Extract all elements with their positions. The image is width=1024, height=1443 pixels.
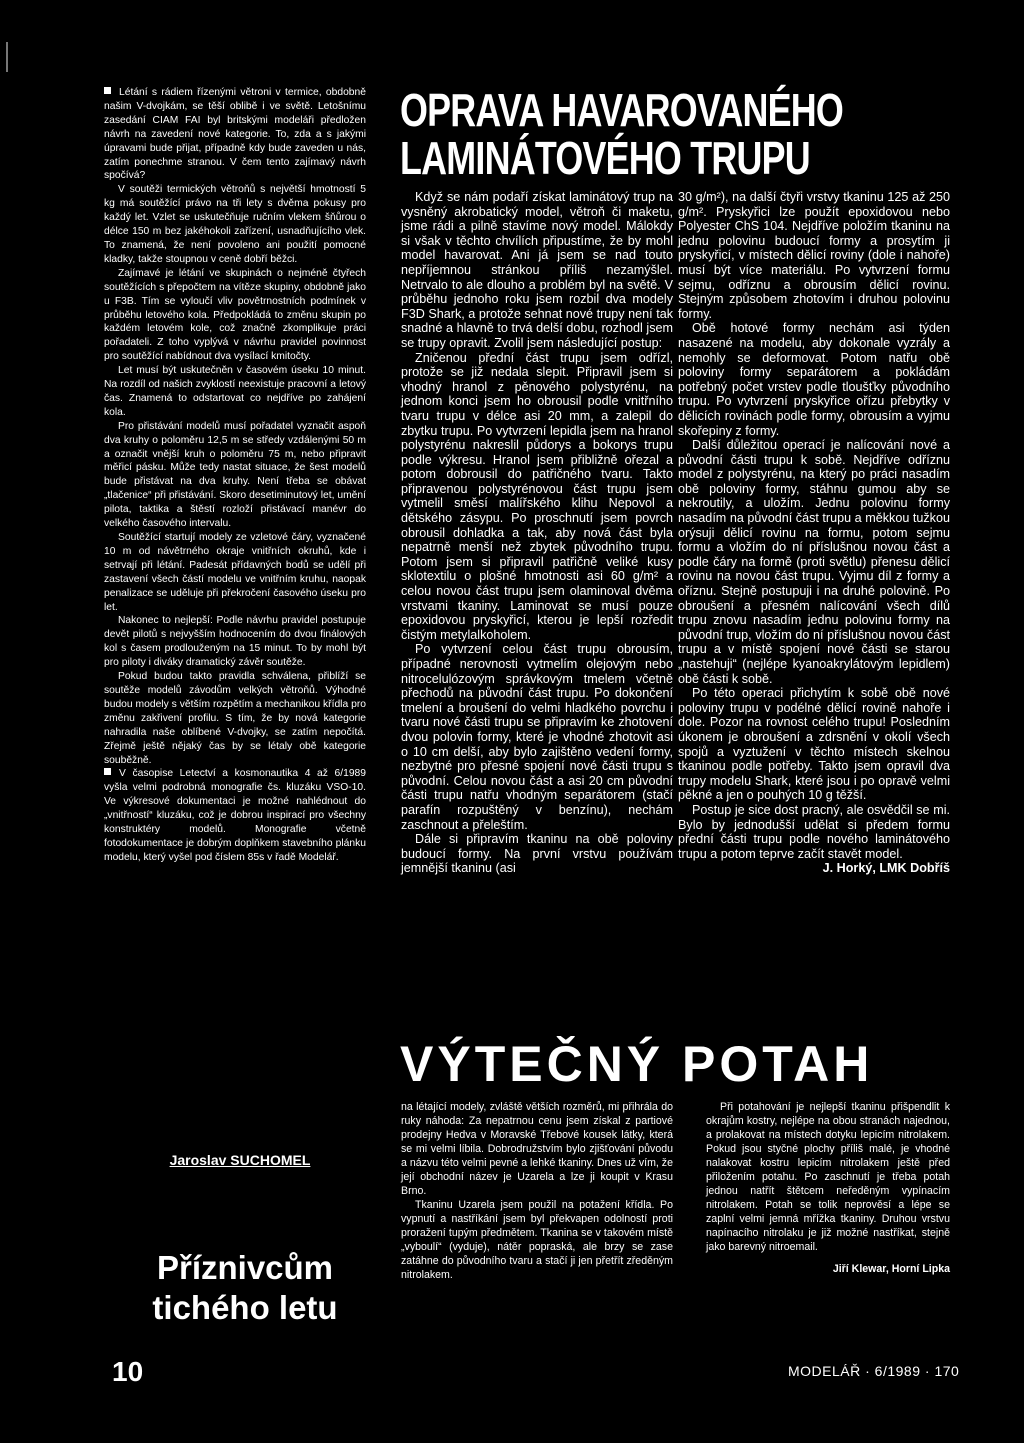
article1-title xyxy=(400,84,844,184)
article2-column-2 xyxy=(706,1100,950,1276)
article1-title-line1: OPRAVA HAVAROVANÉHO xyxy=(400,84,844,136)
left-column xyxy=(104,86,366,865)
article2-title: VÝTEČNÝ POTAH xyxy=(400,1036,874,1092)
article1-column-2 xyxy=(678,190,950,876)
left-author: Jaroslav SUCHOMEL xyxy=(169,1152,311,1168)
article2-paragraph: Při potahování je nejlepší tkaninu přišpendlit k okrajům kostry, nejlépe na obou stranách najednou, a prolakovat na místech dotyku lepicím nitrolakem. Pokud jsou styčné plochy příliš malé, je vhodné nalakovat kostru lepicím nitrolakem ještě před přiložením potahu. Po zaschnutí je třeba potah jednou natřít štětcem neředěným vypínacím nitrolakem. Potah se tolik neprověsí a lépe se zaplní velmi jemná mřížka tkaniny. Druhou vrstvu napínacího nitrolaku je již možné nastříkat, stejně jako barevný nitroemail. xyxy=(706,1101,950,1253)
article1-paragraph: Dále si připravím tkaninu na obě poloviny budoucí formy. Na první vrstvu používám jemnější tkaninu (asi xyxy=(401,832,673,876)
article2-paragraph: na létající modely, zvláště větších rozměrů, mi přihrála do ruky náhoda: Za nepatrnou cenu jsem získal z partiové prodejny Hedva v Moravské Třebové kousek látky, která se mi velmi líbila. Dobrodružstvím bylo zjišťování původu a názvu této velmi pevné a lehké tkaniny. Dnes už vím, že její obchodní název je Uzarela a lze ji koupit v Krasu Brno. xyxy=(401,1101,673,1197)
article2-paragraph: Tkaninu Uzarela jsem použil na potažení křídla. Po vypnutí a nastříkání jsem byl překvapen odolností proti proražení tupým předmětem. Tkanina se v takovém místě „vyboulí“ (vyduje), nátěr popraská, ale brzy se zase zatáhne do původního tvaru a stačí ji jen přetřít zředěným nitrolakem. xyxy=(401,1199,673,1281)
left-paragraph: V časopise Letectví a kosmonautika 4 až 6/1989 vyšla velmi podrobná monografie čs. kluzáku VSO-10. Ve výkresové dokumentaci je možné nahlédnout do „vnitřností“ kluzáku, což je dobrou inspirací pro všechny konstruktéry modelů. Monografie včetně fotodokumentace je dobrým doplňkem stavebního plánku modelu, který vyšel pod číslem 85s v řadě Modelář. xyxy=(104,768,366,863)
square-bullet-icon xyxy=(104,768,111,775)
left-paragraph: Pro přistávání modelů musí pořadatel vyznačit aspoň dva kruhy o poloměru 12,5 m se středy vzdálenými 50 m a označit vnější kruh o poloměru 75 m, nebo připravit měřicí pásku. Může tedy nastat situace, že šest modelů bude přistávat na dva kruhy. Není třeba se obávat „tlačenice“ při přistávání. Skoro desetiminutový let, umění pilota, taktika a štěstí rozloží přistávací manévr do velkého časového intervalu. xyxy=(104,420,366,530)
left-paragraph: Nakonec to nejlepší: Podle návrhu pravidel postupuje devět pilotů s nejvyšším hodnocením do dvou finálových kol s časem prodlouženým na 15 minut. To by mohl být pro piloty i diváky dramatický závěr soutěže. xyxy=(104,615,366,669)
article1-title-line2: LAMINÁTOVÉHO TRUPU xyxy=(400,132,810,184)
square-bullet-icon xyxy=(104,87,111,94)
sidebar-title: Příznivcům tichého letu xyxy=(152,1249,338,1326)
article1-paragraph: Po této operaci přichytím k sobě obě nové poloviny trupu v podélné dělicí rovině nahoře i dole. Pozor na rovnost celého trupu! Posledním úkonem je obroušení a zdrsnění v okolí všech spojů a vyztužení v těchto místech skelnou tkaninou podle potřeby. Takto jsem opravil dva trupy modelu Shark, které jsou i po opravě velmi pěkné a jen o pouhých 10 g těžší. xyxy=(678,686,950,803)
article1-paragraph: Zničenou přední část trupu jsem odřízl, protože se již nedala slepit. Připravil jsem si vhodný hranol z pěnového polystyrénu, na jednom konci jsem ho obrousil podle vnitřního tvaru trupu v délce asi 20 mm, a zalepil do zbytku trupu. Po vytvrzení lepidla jsem na hranol polystyrénu nakreslil půdorys a bokorys trupu podle výkresu. Hranol jsem přibližně ořezal a potom dobrousil do patřičného tvaru. Takto připravenou polystyrénovou část trupu jsem vytmelil směsí malířského klihu Nepovol a dětského zásypu. Po proschnutí jsem povrch obrousil dohladka a tak, aby nová část byla nepatrně menší než zbytek původního trupu. Potom jsem si připravil patřičně veliké kusy sklotextilu o plošné hmotnosti asi 60 g/m² a celou novou část trupu jsem olaminoval dvěma vrstvami tkaniny. Laminovat se musí pouze epoxidovou pryskyřicí, kterou je lepší rozředit čistým metylalkoholem. xyxy=(401,350,673,642)
left-paragraph: V soutěži termických větroňů s největší hmotností 5 kg má soutěžící právo na tři lety s dvěma pokusy pro každý let. Vzlet se uskutečňuje ručním vlekem šňůrou o délce 150 m bez jakéhokoli zařízení, usnadňujícího vlek. To znamená, že není povoleno ani použití pomocné kladky, takže stoupnou v ceně dobří běžci. xyxy=(104,184,366,265)
article1-paragraph: Po vytvrzení celou část trupu obrousím, případné nerovnosti vytmelím olejovým nebo nitrocelulózovým správkovým tmelem včetně přechodů na původní část trupu. Po dokončení tmelení a broušení do velmi hladkého povrchu i tvaru nové části trupu se připravím ke zhotovení dvou polovin formy, které je vhodné zhotovit asi o 10 cm delší, aby bylo zajištěno vedení formy, nezbytné pro přesné spojení nové části trupu s původní. Celou novou část a asi 20 cm původní části trupu natřu vhodným separátorem (stačí parafín rozpuštěný v benzínu), nechám zaschnout a přeleštím. xyxy=(401,642,673,832)
left-paragraph: Soutěžící startují modely ze vzletové čáry, vyznačené 10 m od návětrného okraje vnitřních okruhů, kde i setrvají při létání. Padesát přídavných bodů se udělí při zastavení všech částí modelu ve vnitřním kruhu, naopak penalizace se uděluje při překročení časového úseku pro let. xyxy=(104,532,366,613)
article1-author: J. Horký, LMK Dobříš xyxy=(822,861,950,876)
article2-column-1 xyxy=(401,1100,673,1282)
article1-paragraph: Obě hotové formy nechám asi týden nasazené na modelu, aby dokonale vyzrály a nemohly se deformovat. Potom natřu obě poloviny formy separátorem a pokládám potřebný počet vrstev podle tloušťky původního trupu. Po vytvrzení pryskyřice ořízu přebytky v dělicích rovinách podle formy, obrousím a vyjmu skořepiny z formy. xyxy=(678,321,950,438)
left-paragraph: Let musí být uskutečněn v časovém úseku 10 minut. Na rozdíl od našich zvyklostí neexistuje pracovní a letový čas. Znamená to odstartovat co nejdříve po zahájení kola. xyxy=(104,365,366,418)
article1-paragraph: Když se nám podaří získat laminátový trup na vysněný akrobatický model, větroň či maketu, jsme rádi a pilně stavíme nový model. Málokdy si však v těchto chvílích připustíme, že by mohl model havarovat. Ani já jsem se nad touto nepříjemnou stránkou příliš nezamýšlel. Netrvalo to ale dlouho a problém byl na světě. V průběhu jednoho roku jsem rozbil dva modely F3D Shark, a protože sehnat nové trupy není tak snadné a hlavně to trvá delší dobu, rozhodl jsem se trupy opravit. Zvolil jsem následující postup: xyxy=(401,190,673,350)
edge-mark xyxy=(6,42,8,72)
article1-paragraph: 30 g/m²), na další čtyři vrstvy tkaninu 125 až 250 g/m². Pryskyřici lze použít epoxidovou nebo Polyester ChS 104. Nejdříve položím tkaninu na jednu polovinu budoucí formy a prosytím ji pryskyřicí, v místech dělicí roviny (dole i nahoře) musí být více materiálu. Po vytvrzení formu sejmu, odříznu a obrousím dělicí rovinu. Stejným způsobem zhotovím i druhou polovinu formy. xyxy=(678,190,950,321)
article1-paragraph: Postup je sice dost pracný, ale osvědčil se mi. Bylo by jednodušší udělat si předem formu přední části trupu podle nového laminátového trupu a potom teprve začít stavět model. xyxy=(678,802,950,861)
left-paragraph: Zajímavé je létání ve skupinách o nejméně čtyřech soutěžících s přepočtem na vítěze skupiny, obdobně jako u F3B. Tím se vyloučí vliv povětrnostních podmínek v průběhu letového kola. Předpokládá to změnu skupin po každém letovém kole, což značně zkomplikuje práci pořadateli. Z toho vyplývá v návrhu pravidel povinnost pro soutěžící nabídnout dva vysílací kmitočty. xyxy=(104,267,366,363)
left-paragraph: Pokud budou takto pravidla schválena, přiblíží se soutěže modelů závodům velkých větroňů. Výhodné budou modely s větším rozpětím a mechanikou křídla pro změnu zakřivení profilu. S tím, že by nová kategorie nahradila naše oblíbené V-dvojky, se zatím nepočítá. Zřejmě ještě nějaký čas by se létaly obě kategorie souběžně. xyxy=(104,671,366,766)
article1-column-1 xyxy=(401,190,673,876)
footer-issue: MODELÁŘ · 6/1989 · 170 xyxy=(788,1363,960,1379)
article1-paragraph: Další důležitou operací je nalícování nové a původní části trupu k sobě. Nejdříve odříznu model z polystyrénu, na který po práci nasadím obě poloviny formy, stáhnu gumou aby se nekroutily, a uložím. Jednu polovinu formy nasadím na původní část trupu a měkkou tužkou orýsuji dělicí rovinu na formu, potom sejmu formu a vložím do ní příslušnou novou část a podle čáry na formě (proti světlu) přenesu dělicí rovinu na novou část trupu. Vyjmu díl z formy a oříznu. Stejně postupuji i na druhé polovině. Po obroušení a přesném nalícování všech dílů trupu znovu nasadím jednu polovinu formy na původní trup, vložím do ní příslušnou novou část trupu a v místě spojení nové části se starou „nastehuji“ (nejlépe kyanoakrylátovým lepidlem) obě části k sobě. xyxy=(678,438,950,686)
left-paragraph: Létání s rádiem řízenými větroni v termice, obdobně našim V-dvojkám, se těší oblibě i ve světě. Letošnímu zasedání CIAM FAI byl britskými modeláři předložen návrh na zavedení nové kategorie. To, zda a s jakými úpravami bude přijat, případně kdy bude zaveden u nás, zatím ponechme stranou. V čem tento zajímavý návrh spočívá? xyxy=(104,87,366,182)
page-number: 10 xyxy=(112,1356,144,1387)
article2-author: Jiří Klewar, Horní Lipka xyxy=(832,1263,950,1275)
